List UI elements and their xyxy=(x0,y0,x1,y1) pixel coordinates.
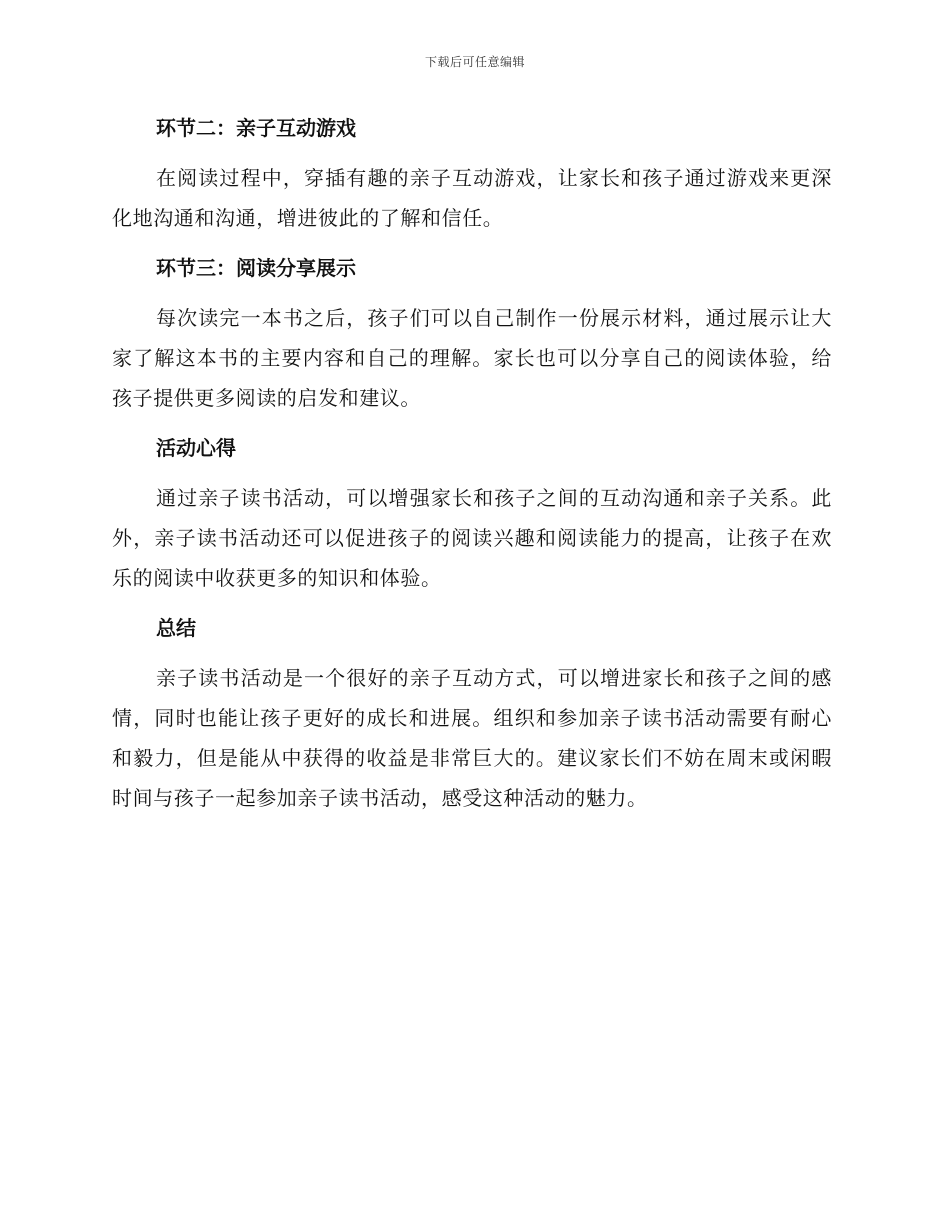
section-heading: 环节三：阅读分享展示 xyxy=(156,256,356,280)
section-summary xyxy=(112,610,832,818)
section-paragraph: 通过亲子读书活动，可以增强家长和孩子之间的互动沟通和亲子关系。此外，亲子读书活动还可以促进孩子的阅读兴趣和阅读能力的提高，让孩子在欢乐的阅读中收获更多的知识和体验。 xyxy=(112,486,832,590)
section-paragraph: 在阅读过程中，穿插有趣的亲子互动游戏，让家长和孩子通过游戏来更深化地沟通和沟通，增进彼此的了解和信任。 xyxy=(112,166,832,230)
section-heading: 活动心得 xyxy=(156,436,236,460)
section-paragraph: 亲子读书活动是一个很好的亲子互动方式，可以增进家长和孩子之间的感情，同时也能让孩子更好的成长和进展。组织和参加亲子读书活动需要有耐心和毅力，但是能从中获得的收益是非常巨大的。建议家长们不妨在周末或闲暇时间与孩子一起参加亲子读书活动，感受这种活动的魅力。 xyxy=(112,666,832,810)
running-header: 下载后可任意编辑 xyxy=(424,55,525,69)
section-heading: 环节二：亲子互动游戏 xyxy=(156,116,356,140)
section-heading: 总结 xyxy=(156,616,196,640)
document-body xyxy=(112,110,832,830)
section-paragraph: 每次读完一本书之后，孩子们可以自己制作一份展示材料，通过展示让大家了解这本书的主要内容和自己的理解。家长也可以分享自己的阅读体验，给孩子提供更多阅读的启发和建议。 xyxy=(112,306,832,410)
section-reflection xyxy=(112,430,832,598)
section-reading-share xyxy=(112,250,832,418)
section-activity-game xyxy=(112,110,832,238)
